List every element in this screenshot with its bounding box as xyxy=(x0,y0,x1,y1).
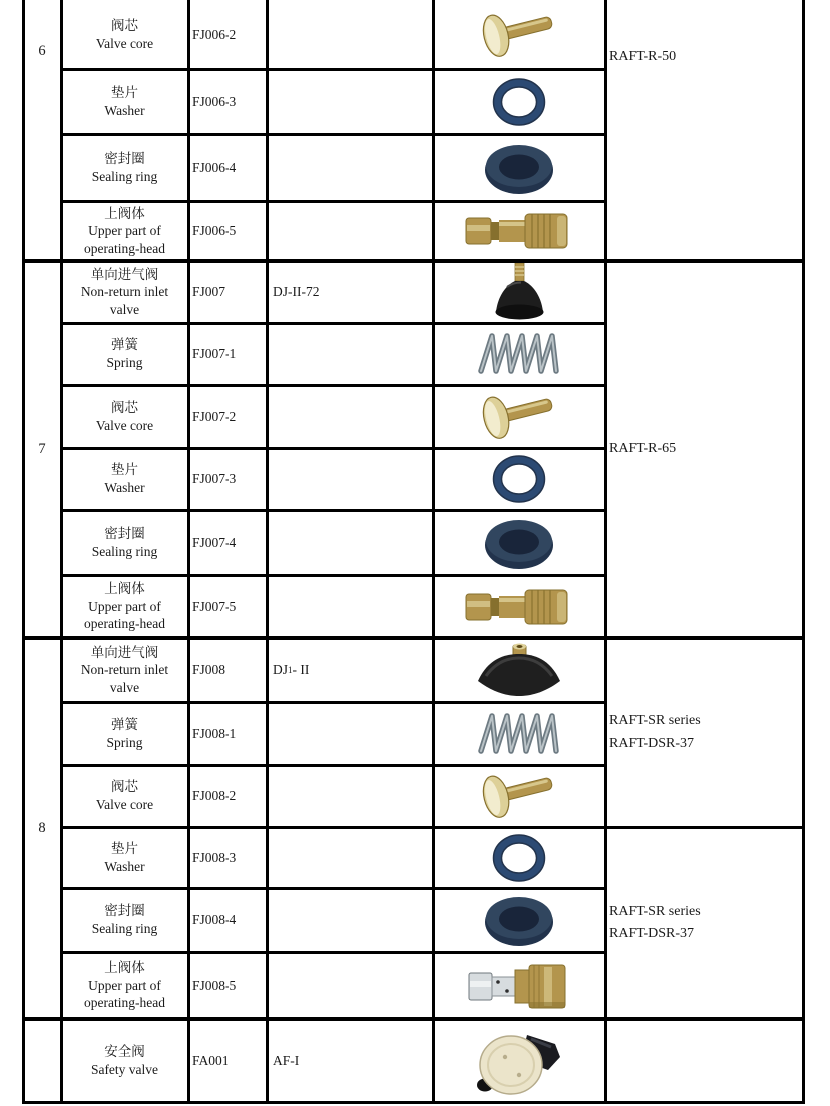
part-name-cell xyxy=(61,765,188,827)
series-label: RAFT-SR series xyxy=(609,713,701,729)
part-name-cell xyxy=(61,952,188,1019)
part-name-en: Upper part of operating-head xyxy=(84,223,165,256)
brass-fitting-2-photo xyxy=(467,958,572,1014)
part-name-en: Upper part of operating-head xyxy=(84,598,165,632)
part-name-cell xyxy=(61,385,188,448)
part-name-cn: 弹簧 xyxy=(111,337,138,353)
part-name-cn: 单向进气阀 xyxy=(90,266,159,282)
o-ring-photo xyxy=(490,454,548,504)
part-name-en: Non-return inlet valve xyxy=(80,284,169,317)
inlet-valve-cone-photo xyxy=(483,262,555,322)
series-label: RAFT-DSR-37 xyxy=(609,735,695,751)
part-name-cn: 上阀体 xyxy=(104,581,145,597)
part-name-cell xyxy=(61,448,188,510)
part-name-cn: 上阀体 xyxy=(104,205,145,221)
part-name-cn: 垫片 xyxy=(111,840,138,856)
part-name-cell xyxy=(61,134,188,201)
part-name-en: Washer xyxy=(104,480,145,495)
brass-fitting-photo xyxy=(464,584,574,630)
part-name-cn: 密封圈 xyxy=(104,525,145,541)
o-ring-photo xyxy=(490,77,548,127)
part-name-en: Upper part of operating-head xyxy=(84,977,165,1011)
part-code-cell: FJ008-3 xyxy=(192,849,237,865)
spring-photo xyxy=(473,707,565,761)
series-label: RAFT-DSR-37 xyxy=(609,926,695,941)
part-name-cell xyxy=(61,261,188,323)
part-photo-cell xyxy=(433,134,605,201)
part-model-cell xyxy=(267,575,433,638)
part-model-cell xyxy=(267,827,433,888)
part-photo-cell xyxy=(433,0,605,69)
part-name-cell xyxy=(61,323,188,385)
part-name-cn: 单向进气阀 xyxy=(90,644,159,660)
row-number-cell xyxy=(23,1019,61,1103)
model-text: DJ xyxy=(273,662,289,677)
seal-ring-photo xyxy=(481,892,557,948)
valve-core-photo xyxy=(469,9,569,61)
part-photo-cell xyxy=(433,385,605,448)
brass-fitting-photo xyxy=(464,208,574,254)
part-name-en: Valve core xyxy=(95,35,154,51)
part-name-cell xyxy=(61,1019,188,1103)
series-label: RAFT-SR series xyxy=(609,903,701,919)
part-name-en: Spring xyxy=(106,734,143,750)
row-number-cell: 8 xyxy=(38,820,46,836)
part-code-cell: FJ008-5 xyxy=(192,977,237,993)
part-name-cn: 垫片 xyxy=(111,462,138,478)
part-photo-cell xyxy=(433,575,605,638)
part-name-cn: 阀芯 xyxy=(111,399,138,415)
part-photo-cell xyxy=(433,638,605,702)
valve-core-photo xyxy=(469,770,569,822)
part-photo-cell xyxy=(433,702,605,765)
part-name-cell xyxy=(61,638,188,702)
part-name-cn: 密封圈 xyxy=(104,150,145,166)
part-model-cell: DJ-II-72 xyxy=(273,284,320,299)
part-photo-cell xyxy=(433,765,605,827)
part-name-cell xyxy=(61,510,188,575)
part-name-cell xyxy=(61,0,188,69)
part-model-cell: AF-I xyxy=(273,1053,300,1068)
part-name-en: Washer xyxy=(104,858,145,874)
series-cell xyxy=(605,827,803,1019)
part-name-cell xyxy=(61,201,188,261)
part-model-cell xyxy=(267,952,433,1019)
part-code-cell: FJ007-1 xyxy=(192,346,237,361)
part-code-cell: FJ007-4 xyxy=(192,534,237,550)
part-code-cell: FJ006-4 xyxy=(192,159,237,175)
part-model-cell xyxy=(267,201,433,261)
part-name-en: Safety valve xyxy=(90,1062,159,1077)
part-model-cell xyxy=(267,702,433,765)
part-code-cell: FJ006-5 xyxy=(192,223,237,238)
part-name-en: Valve core xyxy=(95,797,154,812)
part-code-cell: FJ008-1 xyxy=(192,725,237,741)
part-photo-cell xyxy=(433,261,605,323)
row-number-cell: 7 xyxy=(38,441,46,457)
part-name-cn: 上阀体 xyxy=(104,960,145,976)
row-number-cell: 6 xyxy=(38,43,46,59)
part-photo-cell xyxy=(433,827,605,888)
part-photo-cell xyxy=(433,69,605,134)
spring-photo xyxy=(473,327,565,381)
model-text: - II xyxy=(292,662,310,677)
part-name-en: Sealing ring xyxy=(91,921,158,936)
part-name-en: Spring xyxy=(106,355,143,370)
series-cell xyxy=(605,638,803,827)
series-cell xyxy=(605,1019,803,1103)
part-model-cell xyxy=(267,888,433,952)
series-cell xyxy=(605,261,803,638)
part-model-cell xyxy=(267,448,433,510)
part-model-cell xyxy=(267,69,433,134)
seal-ring-photo xyxy=(481,515,557,571)
model-text: 1 xyxy=(288,665,293,675)
part-photo-cell xyxy=(433,323,605,385)
part-photo-cell xyxy=(433,201,605,261)
part-name-cn: 密封圈 xyxy=(104,903,145,919)
part-name-cell xyxy=(61,575,188,638)
part-model-cell xyxy=(267,385,433,448)
part-name-cn: 阀芯 xyxy=(111,17,138,33)
part-model-cell xyxy=(267,323,433,385)
part-code-cell: FJ007-2 xyxy=(192,408,237,424)
part-code-cell: FJ007-5 xyxy=(192,598,237,614)
safety-valve-photo xyxy=(469,1025,569,1097)
part-code-cell: FJ007-3 xyxy=(192,471,237,486)
part-code-cell: FA001 xyxy=(192,1053,229,1068)
part-name-cn: 弹簧 xyxy=(111,716,138,732)
part-code-cell: FJ006-3 xyxy=(192,93,237,109)
part-name-en: Valve core xyxy=(95,417,154,433)
part-code-cell: FJ008-4 xyxy=(192,912,237,927)
part-model-cell xyxy=(267,134,433,201)
part-name-cn: 阀芯 xyxy=(111,779,138,795)
part-photo-cell xyxy=(433,1019,605,1103)
series-label: RAFT-R-65 xyxy=(609,441,677,457)
part-model-cell xyxy=(267,0,433,69)
part-code-cell: FJ008 xyxy=(192,662,226,677)
part-model-cell xyxy=(267,765,433,827)
part-code-cell: FJ007 xyxy=(192,284,226,299)
part-photo-cell xyxy=(433,448,605,510)
part-photo-cell xyxy=(433,510,605,575)
part-photo-cell xyxy=(433,888,605,952)
valve-core-photo xyxy=(469,391,569,443)
o-ring-photo xyxy=(490,833,548,883)
part-name-en: Washer xyxy=(104,102,145,118)
part-name-en: Sealing ring xyxy=(91,168,158,184)
part-photo-cell xyxy=(433,952,605,1019)
part-name-en: Sealing ring xyxy=(91,543,158,559)
part-model-cell xyxy=(267,510,433,575)
part-name-cn: 安全阀 xyxy=(104,1044,145,1060)
part-model-cell xyxy=(267,638,433,702)
part-name-en: Non-return inlet valve xyxy=(80,662,169,695)
series-label: RAFT-R-50 xyxy=(609,49,677,64)
part-name-cell xyxy=(61,702,188,765)
part-name-cell xyxy=(61,69,188,134)
part-code-cell: FJ008-2 xyxy=(192,788,237,803)
part-name-cell xyxy=(61,888,188,952)
part-name-cell xyxy=(61,827,188,888)
part-name-cn: 垫片 xyxy=(111,84,138,100)
seal-ring-photo xyxy=(481,140,557,196)
series-cell xyxy=(605,0,803,261)
part-code-cell: FJ006-2 xyxy=(192,26,237,42)
inlet-valve-dome-photo xyxy=(472,641,567,699)
